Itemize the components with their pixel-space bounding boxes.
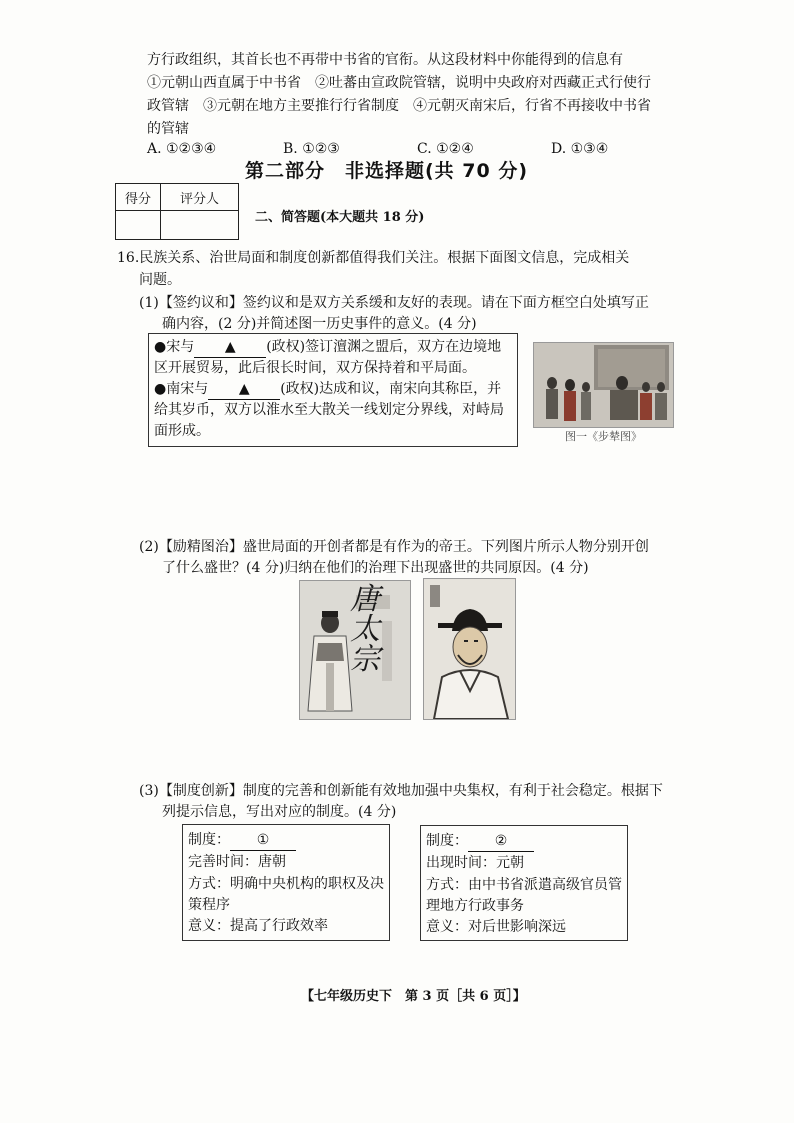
option-c: C. ①②④ xyxy=(417,141,474,157)
institution-method: 方式：明确中央机构的职权及决 xyxy=(188,876,384,892)
score-table xyxy=(115,183,239,240)
treaty-info-box xyxy=(148,333,518,447)
tang-taizong-book-cover-image xyxy=(299,580,411,720)
q16-part2-prompt-cont: 了什么盛世？(4 分)归纳在他们的治理下出现盛世的共同原因。(4 分) xyxy=(162,560,589,576)
option-a: A. ①②③④ xyxy=(147,141,217,157)
institution-method-cont: 理地方行政事务 xyxy=(426,898,524,914)
bunian-painting-image xyxy=(533,342,674,428)
mc-statement-line: ①元朝山西直属于中书省 ②吐蕃由宣政院管辖，说明中央政府对西藏正式行使行 xyxy=(147,75,651,91)
q16-stem-cont: 问题。 xyxy=(139,272,181,288)
institution-significance: 意义：提高了行政效率 xyxy=(188,918,328,934)
treaty-line: 区开展贸易，此后很长时间，双方保持着和平局面。 xyxy=(154,360,476,376)
q16-part2-prompt: (2)【励精图治】盛世局面的开创者都是有作为的帝王。下列图片所示人物分别开创 xyxy=(139,539,649,555)
book-title: 唐太宗 xyxy=(350,582,380,677)
fill-blank-institution-1[interactable]: ① xyxy=(230,830,296,851)
institution-method-cont: 策程序 xyxy=(188,897,230,913)
page-footer: 【七年级历史下 第 3 页［共 6 页］】 xyxy=(301,989,526,1004)
mc-stem-line: 方行政组织，其首长也不再带中书省的官衔。从这段材料中你能得到的信息有 xyxy=(147,52,623,68)
emperor-portrait-image xyxy=(423,578,516,720)
treaty-line-southern-song: ●南宋与 ▲ (政权)达成和议，南宋向其称臣，并 xyxy=(154,379,501,400)
section-title: 第二部分 非选择题(共 70 分) xyxy=(245,160,529,182)
option-d: D. ①③④ xyxy=(551,141,609,157)
mc-statement-line: 政管辖 ③元朝在地方主要推行行省制度 ④元朝灭南宋后，行省不再接收中书省 xyxy=(147,98,651,114)
option-b: B. ①②③ xyxy=(283,141,340,157)
mc-statement-line: 的管辖 xyxy=(147,121,189,137)
institution-name-line: 制度： ② xyxy=(426,831,534,852)
treaty-line-song-liao: ●宋与 ▲ (政权)签订澶渊之盟后，双方在边境地 xyxy=(154,337,501,358)
q16-part3-prompt-cont: 列提示信息，写出对应的制度。(4 分) xyxy=(162,804,397,820)
q16-stem: 16.民族关系、治世局面和制度创新都值得我们关注。根据下面图文信息，完成相关 xyxy=(117,250,630,266)
institution-box-yuan xyxy=(420,825,628,941)
institution-method: 方式：由中书省派遣高级官员管 xyxy=(426,877,622,893)
fill-blank-regime-2[interactable]: ▲ xyxy=(208,379,280,400)
fill-blank-regime-1[interactable]: ▲ xyxy=(194,337,266,358)
q16-part1-prompt: (1)【签约议和】签约议和是双方关系缓和友好的表现。请在下面方框空白处填写正 xyxy=(139,295,649,311)
fill-blank-institution-2[interactable]: ② xyxy=(468,831,534,852)
institution-box-tang xyxy=(182,824,390,941)
q16-part3-prompt: (3)【制度创新】制度的完善和创新能有效地加强中央集权，有利于社会稳定。根据下 xyxy=(139,783,663,799)
institution-time: 出现时间：元朝 xyxy=(426,855,524,871)
q16-part1-prompt-cont: 确内容，(2 分)并简述图一历史事件的意义。(4 分) xyxy=(162,316,477,332)
treaty-line: 面形成。 xyxy=(154,423,210,439)
grader-header: 评分人 xyxy=(161,184,239,211)
institution-name-line: 制度： ① xyxy=(188,830,296,851)
treaty-line: 给其岁币，双方以淮水至大散关一线划定分界线，对峙局 xyxy=(154,402,504,418)
institution-time: 完善时间：唐朝 xyxy=(188,854,286,870)
grader-cell[interactable] xyxy=(161,211,239,240)
section-subtitle: 二、简答题(本大题共 18 分) xyxy=(255,210,425,225)
figure-caption: 图一《步辇图》 xyxy=(565,430,642,443)
institution-significance: 意义：对后世影响深远 xyxy=(426,919,566,935)
score-cell[interactable] xyxy=(116,211,161,240)
score-header: 得分 xyxy=(116,184,161,211)
